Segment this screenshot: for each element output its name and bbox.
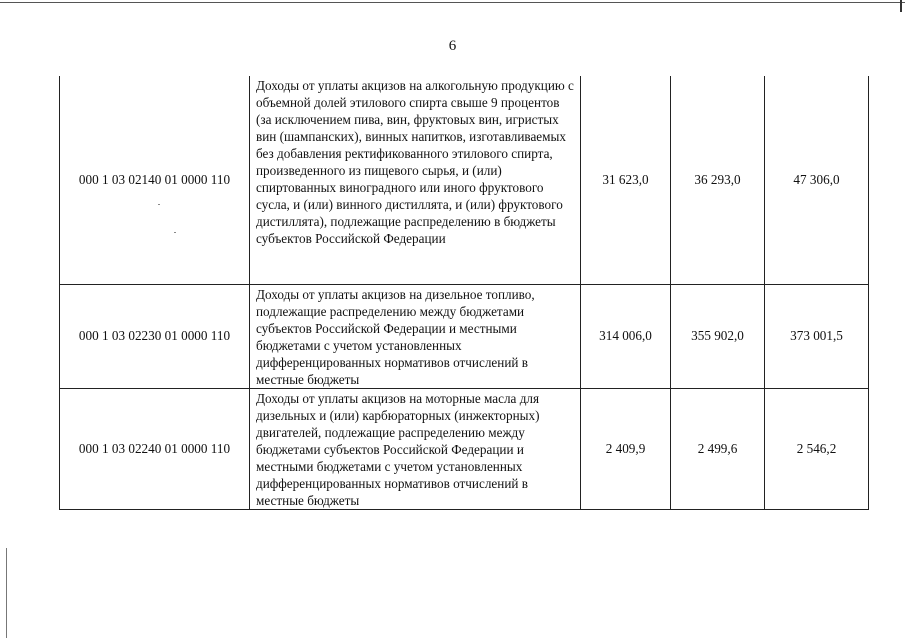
value-year-3: 47 306,0 <box>765 76 869 284</box>
value-year-2: 355 902,0 <box>671 284 765 388</box>
scan-edge-top <box>0 2 905 3</box>
value-year-1: 2 409,9 <box>581 388 671 509</box>
value-year-1: 314 006,0 <box>581 284 671 388</box>
value-year-1: 31 623,0 <box>581 76 671 284</box>
table-row <box>60 284 869 388</box>
revenue-description: Доходы от уплаты акцизов на моторные масла для дизельных и (или) карбюраторных (инжекторных) двигателей, подлежащие распределению между бюджетами субъектов Российской Федерации и местными бюджетами с учетом установленных дифференцированных нормативов отчислений в местные бюджеты <box>250 388 581 509</box>
revenue-description: Доходы от уплаты акцизов на алкогольную продукцию с объемной долей этилового спирта свыше 9 процентов (за исключением пива, вин, фруктовых вин, игристых вин (шампанских), винных напитков, изготавливаемых без добавления ректификованного этилового спирта, произведенного из пищевого сырья, и (или) спиртованных виноградного или иного фруктового сусла, и (или) винного дистиллята, и (или) фруктового дистиллята), подлежащие распределению в бюджеты субъектов Российской Федерации <box>250 76 581 284</box>
revenue-description: Доходы от уплаты акцизов на дизельное топливо, подлежащие распределению между бюджетами субъектов Российской Федерации и местными бюджетами с учетом установленных дифференцированных нормативов отчислений в местные бюджеты <box>250 284 581 388</box>
budget-code: 000 1 03 02140 01 0000 110 <box>60 76 250 284</box>
revenue-table <box>59 76 869 510</box>
page-number: 6 <box>448 38 457 54</box>
value-year-2: 2 499,6 <box>671 388 765 509</box>
scan-edge-right <box>900 0 902 12</box>
table-row <box>60 388 869 509</box>
value-year-3: 373 001,5 <box>765 284 869 388</box>
budget-code: 000 1 03 02230 01 0000 110 <box>60 284 250 388</box>
value-year-3: 2 546,2 <box>765 388 869 509</box>
value-year-2: 36 293,0 <box>671 76 765 284</box>
table-row <box>60 76 869 284</box>
budget-code: 000 1 03 02240 01 0000 110 <box>60 388 250 509</box>
scan-mark-left <box>6 548 7 638</box>
